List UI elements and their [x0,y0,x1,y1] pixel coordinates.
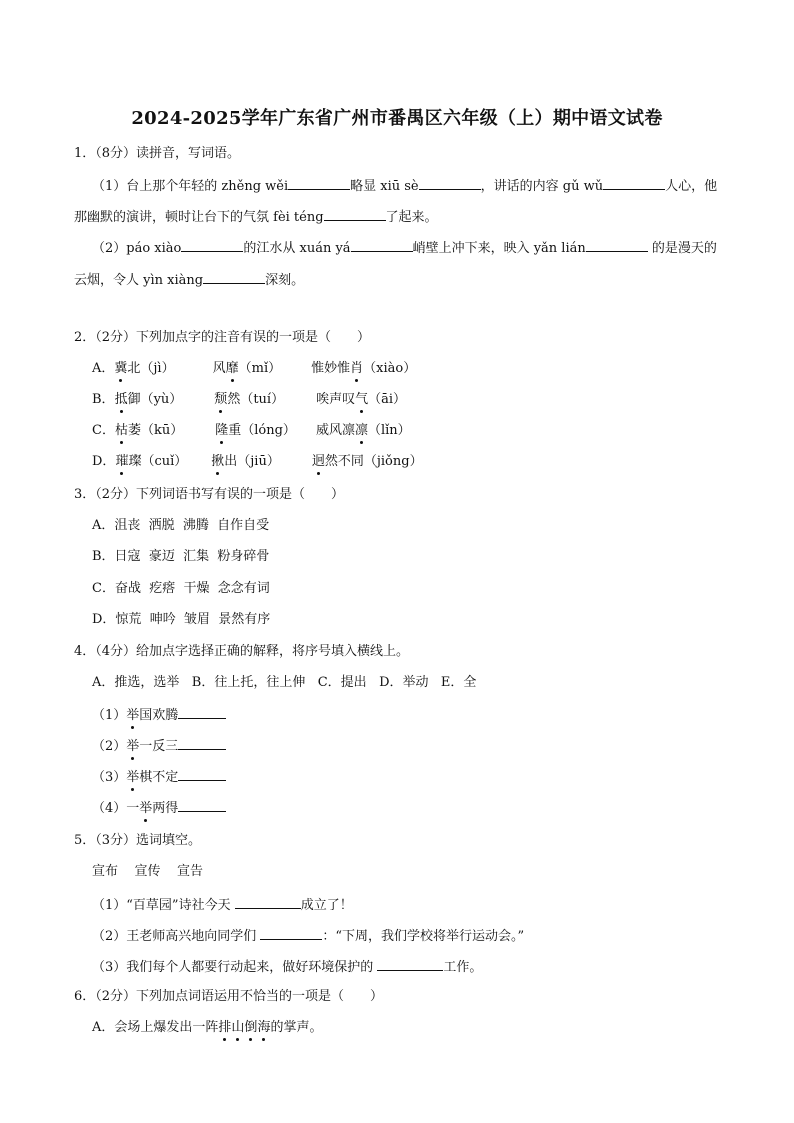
question-3-option-c: C．奋战 疙瘩 干燥 念念有词 [92,581,270,596]
question-4-header: 4．（4分）给加点字选择正确的解释，将序号填入横线上。 [74,644,410,659]
question-2-header: 2．（2分）下列加点字的注音有误的一项是（ ） [74,330,371,345]
question-4-item-3: （3）举棋不定 [92,767,226,787]
question-5-header: 5．（3分）选词填空。 [74,833,202,848]
question-1-line-1: （1）台上那个年轻的 zhěng wěi 略显 xiū sè ，讲话的内容 gǔ wǔ 人心，他 [92,176,717,196]
question-6-header: 6．（2分）下列加点词语运用不恰当的一项是（ ） [74,989,384,1004]
question-4-item-2: （2）举一反三 [92,736,226,756]
question-1-line-2: 那幽默的演讲，顿时让台下的气氛 fèi téng 了起来。 [74,207,438,227]
question-5-item-1: （1）“百草园”诗社今天 成立了！ [92,895,353,915]
question-5-item-3: （3）我们每个人都要行动起来，做好环境保护的 工作。 [92,957,482,977]
question-2-option-d: D．璀璨（cuǐ） 揪出（jiū） 迥然不同（jiǒng） [92,454,423,469]
question-3-header: 3．（2分）下列词语书写有误的一项是（ ） [74,487,345,502]
question-1-line-3: （2）páo xiào 的江水从 xuán yá 峭壁上冲下来，映入 yǎn lián 的是漫天的 [92,238,717,258]
answer-blank [351,238,413,252]
question-4-item-1: （1）举国欢腾 [92,705,226,725]
question-3-option-a: A．沮丧 洒脱 沸腾 自作自受 [92,518,270,533]
answer-blank [419,176,481,190]
question-6-option-a: A．会场上爆发出一阵排山倒海的掌声。 [92,1020,323,1035]
question-1-header: 1．（8分）读拼音，写词语。 [74,146,241,161]
answer-blank [324,207,386,221]
question-4-options: A．推选，选举 B．往上托，往上伸 C．提出 D．举动 E．全 [92,675,477,690]
answer-blank [178,736,226,750]
answer-blank [181,238,243,252]
question-3-option-d: D．惊荒 呻吟 皱眉 景然有序 [92,612,271,627]
page-title: 2024-2025学年广东省广州市番禺区六年级（上）期中语文试卷 [131,108,663,129]
question-4-item-4: （4）一举两得 [92,798,226,818]
question-3-option-b: B．日寇 豪迈 汇集 粉身碎骨 [92,549,270,564]
answer-blank [178,705,226,719]
answer-blank [288,176,350,190]
question-5-word-bank: 宣布 宣传 宣告 [92,864,204,879]
answer-blank [203,270,265,284]
answer-blank [603,176,665,190]
answer-blank [260,926,322,940]
question-2-option-c: C．枯萎（kū） 隆重（lóng） 威风凛凛（lǐn） [92,423,411,438]
question-5-item-2: （2）王老师高兴地向同学们 ：“下周，我们学校将举行运动会。” [92,926,524,946]
question-1-line-4: 云烟，令人 yìn xiàng 深刻。 [74,270,304,290]
question-2-option-b: B．抵御（yù） 颓然（tuí） 唉声叹气（āi） [92,392,407,407]
answer-blank [178,767,226,781]
answer-blank [586,238,648,252]
question-2-option-a: A．冀北（jì） 风靡（mǐ） 惟妙惟肖（xiào） [92,361,417,376]
answer-blank [235,895,301,909]
answer-blank [377,957,443,971]
answer-blank [178,798,226,812]
